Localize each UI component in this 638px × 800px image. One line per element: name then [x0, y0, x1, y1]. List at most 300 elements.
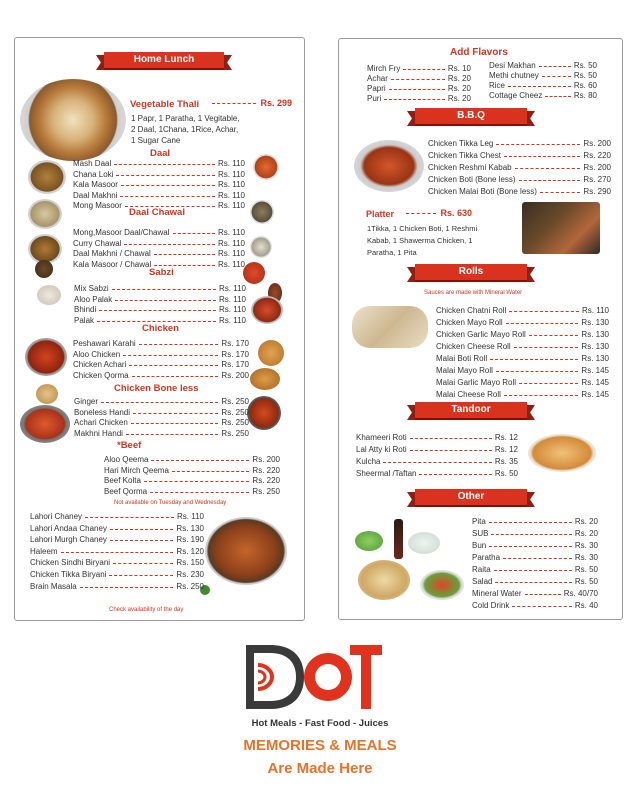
- chicken-item-name: Chicken Qorma: [73, 370, 129, 380]
- flavor-item-price: Rs. 80: [573, 91, 597, 100]
- flavor-item-name: Rice: [489, 81, 506, 90]
- tandoor-item: [356, 432, 518, 443]
- roll-item: [436, 389, 609, 400]
- chicken-item-price: Rs. 170: [221, 360, 249, 370]
- rice-bowl-image: [250, 236, 272, 258]
- dotted-leader: [384, 99, 445, 100]
- beef-item-name: Beef Qorma: [104, 486, 148, 496]
- bbq-item: [428, 162, 611, 173]
- flavor-item: [367, 93, 471, 104]
- vegetable-thali-image: [20, 79, 126, 161]
- platter-tray-image: [522, 202, 600, 254]
- beef-item-name: Hari Mirch Qeema: [104, 465, 169, 475]
- special-item: [30, 511, 204, 522]
- bbq-item: [428, 138, 611, 149]
- dotted-leader: [403, 69, 445, 70]
- dotted-leader: [519, 180, 581, 181]
- dotted-leader: [410, 450, 492, 451]
- daal-bowl-image-2: [28, 199, 62, 229]
- other-item: [472, 588, 598, 599]
- bbq-item-price: Rs. 220: [583, 151, 611, 160]
- roll-item-price: Rs. 130: [581, 354, 609, 363]
- dotted-leader: [129, 365, 218, 366]
- daal-chawal-item-price: Rs. 110: [218, 249, 245, 259]
- tandoor-item: [356, 444, 518, 455]
- dotted-leader: [151, 460, 249, 461]
- boneless-handi-image: [20, 405, 70, 443]
- thali-desc-3: 1 Sugar Cane: [131, 136, 181, 145]
- flavor-item-name: Desi Makhan: [489, 61, 536, 70]
- daal-item: [73, 190, 245, 201]
- bbq-item-name: Chicken Malai Boti (Bone less): [428, 187, 537, 196]
- dotted-leader: [116, 175, 215, 176]
- flavor-item-name: Mirch Fry: [367, 64, 401, 73]
- daal-item-price: Rs. 110: [218, 169, 245, 179]
- tomato-image: [243, 262, 265, 284]
- daal-chawal-item: [73, 238, 245, 249]
- dotted-leader: [110, 540, 173, 541]
- dotted-leader: [97, 321, 216, 322]
- rolls-note: Sauces are made with Mineral Water: [424, 290, 523, 296]
- dotted-leader: [112, 289, 216, 290]
- boneless-item-price: Rs. 250: [221, 407, 249, 417]
- tandoor-item-price: Rs. 12: [494, 445, 518, 454]
- dotted-leader: [125, 206, 215, 207]
- dotted-leader: [496, 144, 580, 145]
- bbq-banner: [407, 108, 535, 126]
- flavor-item-price: Rs. 60: [573, 81, 597, 90]
- chicken-item-price: Rs. 170: [221, 339, 249, 348]
- boneless-item-price: Rs. 250: [221, 397, 249, 406]
- bbq-title: B.B.Q: [415, 108, 527, 126]
- boneless-item: [74, 407, 249, 418]
- dot-logo: [240, 641, 385, 713]
- roll-item: [436, 317, 609, 328]
- sabzi-item-price: Rs. 110: [219, 315, 246, 325]
- other-item-name: Pita: [472, 517, 486, 526]
- dotted-leader: [133, 413, 218, 414]
- haleem-biryani-image: [205, 517, 287, 585]
- daal-chawal-item-name: Daal Makhni / Chawal: [73, 249, 151, 259]
- tandoor-title: Tandoor: [415, 402, 527, 420]
- dotted-leader: [131, 423, 219, 424]
- dotted-leader: [154, 265, 215, 266]
- other-item-price: Rs. 50: [574, 577, 598, 586]
- boneless-item: [74, 396, 249, 407]
- dotted-leader: [391, 79, 445, 80]
- rolls-banner: [407, 264, 535, 282]
- chicken-item-price: Rs. 170: [221, 349, 249, 359]
- dotted-leader: [144, 481, 250, 482]
- sabzi-item-name: Bhindi: [74, 305, 97, 315]
- chicken-item: [73, 338, 249, 349]
- platter-price: Rs. 630: [440, 208, 472, 218]
- other-item-name: Mineral Water: [472, 589, 522, 598]
- special-item: [30, 546, 204, 557]
- daal-item: [73, 200, 245, 211]
- other-item-name: SUB: [472, 529, 489, 538]
- platter-desc-2: Kabab, 1 Shawerma Chicken, 1: [367, 236, 473, 245]
- sabzi-item: [74, 283, 246, 294]
- tandoor-item-name: Kulcha: [356, 457, 381, 466]
- sabzi-section-title: Sabzi: [149, 267, 174, 278]
- roll-item: [436, 365, 609, 376]
- dotted-leader: [110, 529, 173, 530]
- roll-item: [436, 353, 609, 364]
- dotted-leader: [173, 233, 216, 234]
- daal-item-price: Rs. 110: [218, 201, 245, 211]
- boneless-item: [74, 417, 249, 428]
- dotted-leader: [545, 96, 571, 97]
- dotted-leader: [120, 196, 215, 197]
- other-title: Other: [415, 489, 527, 507]
- home-lunch-banner: [96, 52, 232, 70]
- other-item-name: Cold Drink: [472, 601, 510, 610]
- roll-item-name: Malai Boti Roll: [436, 354, 488, 363]
- dotted-leader: [132, 376, 219, 377]
- dotted-leader: [496, 371, 579, 372]
- roll-item: [436, 329, 609, 340]
- flavor-item-name: Papri: [367, 84, 386, 93]
- beef-item: [104, 454, 280, 465]
- sabzi-item: [74, 294, 246, 305]
- daal-chawal-item-name: Mong,Masoor Daal/Chawal: [73, 228, 170, 237]
- roll-item-name: Chicken Mayo Roll: [436, 318, 503, 327]
- flavor-item-price: Rs. 50: [573, 71, 597, 80]
- paratha-image: [358, 560, 410, 600]
- dotted-leader: [121, 185, 215, 186]
- rolls-title: Rolls: [415, 264, 527, 282]
- dotted-leader: [123, 355, 218, 356]
- flavor-item-name: Achar: [367, 74, 388, 83]
- bbq-item-name: Chicken Tikka Chest: [428, 151, 501, 160]
- dotted-leader: [489, 546, 572, 547]
- dotted-leader: [419, 474, 491, 475]
- chicken-item: [73, 349, 249, 360]
- dotted-leader: [114, 164, 215, 165]
- beef-item: [104, 486, 280, 497]
- special-item-price: Rs. 150: [176, 558, 204, 568]
- boneless-section-title: Chicken Bone less: [114, 383, 199, 394]
- bbq-item: [428, 150, 611, 161]
- sabzi-item-price: Rs. 110: [219, 294, 246, 304]
- other-item-price: Rs. 50: [574, 565, 598, 574]
- logo-o-inner: [315, 664, 341, 690]
- dotted-leader: [126, 434, 219, 435]
- thali-title: Vegetable Thali: [130, 99, 200, 110]
- bbq-item: [428, 174, 611, 185]
- bbq-item-name: Chicken Reshmi Kabab: [428, 163, 512, 172]
- flavor-item-price: Rs. 50: [573, 61, 597, 70]
- thali-desc-2: 2 Daal, 1Chana, 1Rice, Achar,: [131, 125, 239, 134]
- dotted-leader: [109, 575, 173, 576]
- dotted-leader: [504, 156, 581, 157]
- roll-item-price: Rs. 110: [582, 306, 609, 315]
- rolls-image: [352, 306, 428, 348]
- boneless-item-name: Makhni Handi: [74, 428, 123, 438]
- boneless-item-name: Boneless Handi: [74, 407, 131, 417]
- daal-item-name: Mong Masoor: [73, 201, 122, 211]
- dotted-leader: [503, 558, 572, 559]
- other-item: [472, 576, 598, 587]
- flavor-item-price: Rs. 20: [447, 74, 471, 83]
- dotted-leader: [172, 471, 250, 472]
- bbq-item-name: Chicken Tikka Leg: [428, 139, 494, 148]
- other-item-name: Raita: [472, 565, 491, 574]
- brand-tagline: Hot Meals - Fast Food - Juices: [251, 718, 389, 729]
- dotted-leader: [542, 76, 571, 77]
- daal-chawal-item: [73, 227, 245, 238]
- salad-image: [420, 570, 464, 600]
- logo-d-inner: [254, 653, 296, 701]
- dotted-leader: [490, 359, 578, 360]
- boneless-item: [74, 428, 249, 439]
- special-item-name: Chicken Tikka Biryani: [30, 570, 107, 579]
- garlic-image: [37, 285, 61, 305]
- sabzi-item-name: Palak: [74, 315, 95, 325]
- special-item-name: Brain Masala: [30, 581, 77, 591]
- flavor-item-price: Rs. 20: [447, 84, 471, 93]
- special-item-price: Rs. 110: [177, 512, 204, 521]
- flavor-item-name: Cottage Cheez: [489, 91, 543, 100]
- roll-item-price: Rs. 145: [581, 366, 609, 375]
- roll-item-name: Chicken Garlic Mayo Roll: [436, 330, 526, 339]
- tandoor-item-price: Rs. 12: [494, 433, 518, 442]
- other-item: [472, 600, 598, 611]
- thali-desc-1: 1 Papr, 1 Paratha, 1 Vegitable,: [131, 114, 240, 123]
- roll-item: [436, 341, 609, 352]
- home-lunch-title: Home Lunch: [104, 52, 224, 70]
- daal-chawal-item-name: Curry Chawal: [73, 238, 122, 248]
- platter-desc-3: Paratha, 1 Pita: [367, 248, 417, 257]
- special-item: [30, 557, 204, 568]
- chicken-item-name: Chicken Achari: [73, 360, 127, 370]
- special-item-price: Rs. 190: [176, 535, 204, 545]
- daal-chawal-section-title: Daal Chawal: [129, 207, 185, 218]
- daal-chawal-item-price: Rs. 110: [218, 259, 245, 269]
- tandoor-item-price: Rs. 35: [494, 457, 518, 466]
- bbq-item-price: Rs. 290: [583, 187, 611, 196]
- dotted-leader: [99, 310, 216, 311]
- special-item: [30, 534, 204, 545]
- daal-item: [73, 158, 245, 169]
- roll-item-name: Malai Cheese Roll: [436, 390, 501, 399]
- beef-item-name: Aloo Qeema: [104, 455, 149, 464]
- daal-item-price: Rs. 110: [218, 159, 245, 168]
- dotted-leader: [512, 606, 572, 607]
- daal-item-name: Mash Daal: [73, 159, 112, 168]
- dotted-leader: [506, 323, 579, 324]
- special-item: [30, 581, 204, 592]
- other-banner: [407, 489, 535, 507]
- beef-item-price: Rs. 220: [252, 465, 280, 475]
- chicken-item: [73, 359, 249, 370]
- tandoor-banner: [407, 402, 535, 420]
- daal-item-name: Chana Loki: [73, 169, 114, 179]
- boneless-item-name: Achari Chicken: [74, 418, 128, 428]
- chicken-pieces-image: [258, 340, 284, 366]
- chicken-pieces-image-2: [250, 368, 280, 390]
- dotted-leader: [61, 552, 174, 553]
- other-item: [472, 540, 598, 551]
- dotted-leader: [115, 300, 216, 301]
- other-item-price: Rs. 40/70: [563, 589, 598, 598]
- special-item-name: Lahori Andaa Chaney: [30, 523, 107, 533]
- boneless-item-price: Rs. 250: [221, 428, 249, 438]
- flavor-item-price: Rs. 10: [447, 64, 471, 73]
- other-item-price: Rs. 30: [574, 541, 598, 550]
- daal-item: [73, 169, 245, 180]
- other-item-price: Rs. 40: [574, 601, 598, 610]
- sabzi-item: [74, 315, 246, 326]
- cold-drink-bottle-image: [394, 519, 403, 559]
- beef-item-price: Rs. 200: [252, 455, 280, 464]
- beef-item-price: Rs. 250: [252, 486, 280, 496]
- sabzi-item-price: Rs. 110: [219, 284, 246, 293]
- dotted-leader: [494, 570, 572, 571]
- other-item: [472, 564, 598, 575]
- other-item: [472, 552, 598, 563]
- roll-item-price: Rs. 130: [581, 318, 609, 327]
- dotted-leader: [509, 311, 579, 312]
- boneless-item-price: Rs. 250: [221, 418, 249, 428]
- tandoor-item-price: Rs. 50: [494, 469, 518, 478]
- raita-image: [408, 532, 440, 554]
- daal-item: [73, 179, 245, 190]
- mong-bowl-image: [250, 200, 274, 224]
- roll-item-name: Chicken Chatni Roll: [436, 306, 507, 315]
- dotted-leader: [525, 594, 561, 595]
- daal-chawal-item: [73, 259, 245, 270]
- flavor-item-name: Methi chutney: [489, 71, 539, 80]
- platter-title: Platter: [366, 209, 395, 219]
- beef-item-name: Beef Kolta: [104, 476, 141, 486]
- dotted-leader: [124, 244, 215, 245]
- dotted-leader: [113, 563, 173, 564]
- bbq-item-price: Rs. 200: [583, 163, 611, 172]
- daal-chawal-item-price: Rs. 110: [218, 228, 245, 237]
- dotted-leader: [489, 522, 572, 523]
- daal-item-price: Rs. 110: [218, 180, 245, 190]
- beef-section-title: *Beef: [117, 440, 142, 451]
- daal-chawal-item: [73, 248, 245, 259]
- dotted-leader: [529, 335, 579, 336]
- special-item-name: Lahori Murgh Chaney: [30, 535, 107, 545]
- beef-item-price: Rs. 220: [252, 476, 280, 486]
- tandoor-item: [356, 468, 518, 479]
- other-item-name: Salad: [472, 577, 493, 586]
- flavor-item: [489, 90, 597, 101]
- beef-item: [104, 475, 280, 486]
- dotted-leader: [504, 395, 579, 396]
- bbq-item-price: Rs. 270: [583, 175, 611, 184]
- add-flavors-title: Add Flavors: [450, 47, 508, 58]
- tandoor-item-name: Lal Atty ki Roti: [356, 445, 407, 454]
- dotted-leader: [85, 517, 174, 518]
- sabzi-plate-image: [251, 296, 283, 324]
- dotted-leader: [519, 383, 578, 384]
- makhni-handi-image: [247, 396, 281, 430]
- sabzi-item: [74, 304, 246, 315]
- slogan-line-2: Are Made Here: [267, 760, 373, 777]
- dotted-leader: [139, 344, 219, 345]
- special-item: [30, 523, 204, 534]
- other-item-price: Rs. 20: [574, 517, 598, 526]
- dotted-leader: [150, 492, 249, 493]
- special-item-price: Rs. 230: [176, 570, 204, 579]
- flavor-item-price: Rs. 20: [447, 94, 471, 103]
- special-item-price: Rs. 250: [176, 581, 204, 591]
- dotted-leader: [515, 168, 581, 169]
- tandoor-item-name: Sheermal /Taftan: [356, 469, 417, 478]
- chicken-item-name: Peshawari Karahi: [73, 339, 136, 348]
- daal-chawal-item-price: Rs. 110: [218, 238, 245, 248]
- chicken-item-price: Rs. 200: [221, 370, 249, 380]
- beef-item: [104, 465, 280, 476]
- special-item-name: Lahori Chaney: [30, 512, 83, 521]
- bbq-item-name: Chicken Boti (Bone less): [428, 175, 516, 184]
- other-item: [472, 516, 598, 527]
- sabzi-item-price: Rs. 110: [219, 305, 246, 315]
- dotted-leader: [383, 462, 491, 463]
- special-item-name: Haleem: [30, 546, 58, 556]
- dotted-leader: [508, 86, 571, 87]
- roll-item-price: Rs. 130: [581, 330, 609, 339]
- special-item-name: Chicken Sindhi Biryani: [30, 558, 111, 568]
- chicken-item-name: Aloo Chicken: [73, 349, 121, 359]
- daal-item-price: Rs. 110: [218, 190, 245, 200]
- dotted-leader: [491, 534, 571, 535]
- special-item: [30, 569, 204, 580]
- other-item-price: Rs. 30: [574, 553, 598, 562]
- dotted-leader: [154, 254, 215, 255]
- other-item-name: Bun: [472, 541, 487, 550]
- boneless-item-name: Ginger: [74, 397, 99, 406]
- other-item-price: Rs. 20: [574, 529, 598, 538]
- bbq-plate-image: [354, 140, 424, 192]
- roll-item: [436, 377, 609, 388]
- dotted-leader: [80, 587, 174, 588]
- naan-image: [528, 434, 596, 472]
- chicken-section-title: Chicken: [142, 323, 179, 334]
- chutney-image: [355, 531, 383, 551]
- tandoor-item: [356, 456, 518, 467]
- dotted-leader: [389, 89, 445, 90]
- dotted-leader: [101, 402, 218, 403]
- chicken-karahi-image: [25, 338, 67, 376]
- logo-t-shape: [350, 645, 382, 709]
- sabzi-item-name: Mix Sabzi: [74, 284, 109, 293]
- platter-desc-1: 1Tikka, 1 Chicken Boti, 1 Reshmi: [367, 224, 478, 233]
- dotted-leader: [514, 347, 579, 348]
- pulses-image: [35, 260, 53, 278]
- dotted-leader: [540, 192, 580, 193]
- roll-item-name: Malai Garlic Mayo Roll: [436, 378, 517, 387]
- daal-item-name: Daal Makhni: [73, 190, 118, 200]
- bbq-item: [428, 186, 611, 197]
- beef-availability-note: Not available on Tuesday and Wednesday: [114, 500, 227, 506]
- special-item-price: Rs. 130: [176, 523, 204, 533]
- other-item: [472, 528, 598, 539]
- daal-bowl-image: [28, 160, 66, 194]
- ginger-image: [36, 384, 58, 404]
- thali-price: Rs. 299: [260, 98, 292, 108]
- roll-item: [436, 305, 609, 316]
- roll-item-name: Chicken Cheese Roll: [436, 342, 511, 351]
- dotted-leader: [495, 582, 571, 583]
- roll-item-price: Rs. 145: [581, 390, 609, 399]
- masoor-bowl-image: [253, 154, 279, 180]
